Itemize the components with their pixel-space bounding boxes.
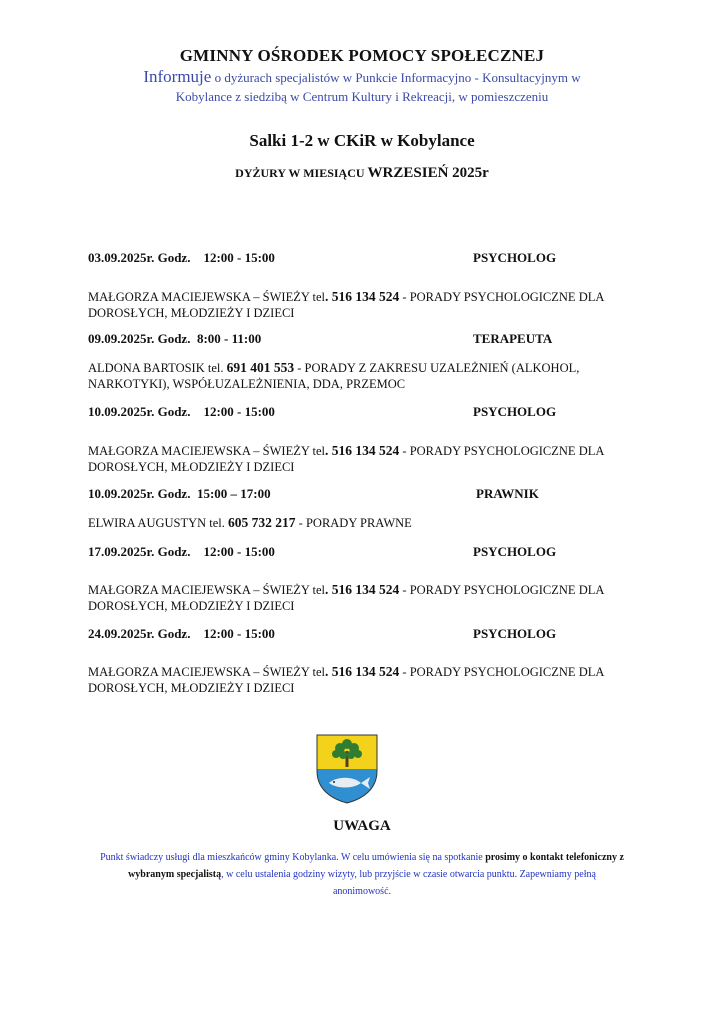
slot-date: 03.09.2025r. Godz. 12:00 - 15:00 [88,250,275,265]
info-paragraph [100,67,624,106]
slot-description [88,360,628,392]
service-description: - PORADY PSYCHOLOGICZNE DLA DOROSŁYCH, MŁODZIEŻY I DZIECI [88,583,604,613]
schedule-slot [88,626,557,642]
phone-number: 605 732 217 [228,515,296,530]
slot-role: TERAPEUTA [473,331,553,346]
schedule-slot [88,544,557,560]
slot-description [88,443,628,475]
slot-description [88,664,628,696]
month-prefix: DYŻURY W MIESIĄCU [235,166,368,180]
slot-date: 09.09.2025r. Godz. 8:00 - 11:00 [88,331,262,346]
slot-role: PRAWNIK [476,486,539,501]
service-description: - PORADY Z ZAKRESU UZALEŻNIEŃ (ALKOHOL, NARKOTYKI), WSPÓŁUZALEŻNIENIA, DDA, PRZEMOC [88,361,580,391]
notice-bold-request: prosimy o kontakt telefoniczny z wybranym specjalistą [128,852,624,880]
info-line-1: o dyżurach specjalistów w Punkcie Informacyjno - Konsultacyjnym w [211,70,581,85]
schedule-slot [88,404,557,420]
slot-description [88,582,628,614]
specialist-name: ELWIRA AUGUSTYN tel. [88,516,229,530]
notice-part-2: , w celu ustalenia godziny wizyty, lub przyjście w czasie otwarcia punktu. Zapewniamy pełną anonimowość. [221,869,596,897]
phone-number: . 516 134 524 [325,443,400,458]
specialist-name: MAŁGORZA MACIEJEWSKA – ŚWIEŻY tel [88,290,326,304]
slot-description [88,289,628,321]
notice-text [100,849,624,900]
slot-description [88,515,628,531]
month-heading [0,165,724,182]
specialist-name: ALDONA BARTOSIK tel. [88,361,227,375]
notice-title: UWAGA [333,818,391,834]
slot-date: 17.09.2025r. Godz. 12:00 - 15:00 [88,544,275,559]
info-line-2: Kobylance z siedzibą w Centrum Kultury i Rekreacji, w pomieszczeniu [175,89,549,104]
specialist-name: MAŁGORZA MACIEJEWSKA – ŚWIEŻY tel [88,444,326,458]
info-lead: Informuje [143,67,212,86]
slot-role: PSYCHOLOG [473,250,557,265]
schedule-slot [88,486,539,502]
service-description: - PORADY PRAWNE [295,516,412,530]
phone-number: . 516 134 524 [325,664,400,679]
service-description: - PORADY PSYCHOLOGICZNE DLA DOROSŁYCH, MŁODZIEŻY I DZIECI [88,290,604,320]
service-description: - PORADY PSYCHOLOGICZNE DLA DOROSŁYCH, MŁODZIEŻY I DZIECI [88,665,604,695]
slot-role: PSYCHOLOG [473,544,557,559]
kobylanka-coat-of-arms-icon [315,733,379,805]
specialist-name: MAŁGORZA MACIEJEWSKA – ŚWIEŻY tel [88,583,326,597]
phone-number: . 516 134 524 [325,582,400,597]
phone-number: . 516 134 524 [325,289,400,304]
venue-title: Salki 1-2 w CKiR w Kobylance [249,131,475,150]
specialist-name: MAŁGORZA MACIEJEWSKA – ŚWIEŻY tel [88,665,326,679]
slot-role: PSYCHOLOG [473,626,557,641]
notice-part-1: Punkt świadczy usługi dla mieszkańców gminy Kobylanka. W celu umówienia się na spotkanie [100,852,486,863]
schedule-slot [88,331,553,347]
slot-role: PSYCHOLOG [473,404,557,419]
slot-date: 24.09.2025r. Godz. 12:00 - 15:00 [88,626,275,641]
slot-date: 10.09.2025r. Godz. 15:00 – 17:00 [88,486,271,501]
slot-date: 10.09.2025r. Godz. 12:00 - 15:00 [88,404,275,419]
phone-number: 691 401 553 [226,360,295,375]
month-value: WRZESIEŃ 2025r [367,165,489,181]
schedule-slot [88,250,557,266]
service-description: - PORADY PSYCHOLOGICZNE DLA DOROSŁYCH, MŁODZIEŻY I DZIECI [88,444,604,474]
organization-title: GMINNY OŚRODEK POMOCY SPOŁECZNEJ [179,46,545,65]
